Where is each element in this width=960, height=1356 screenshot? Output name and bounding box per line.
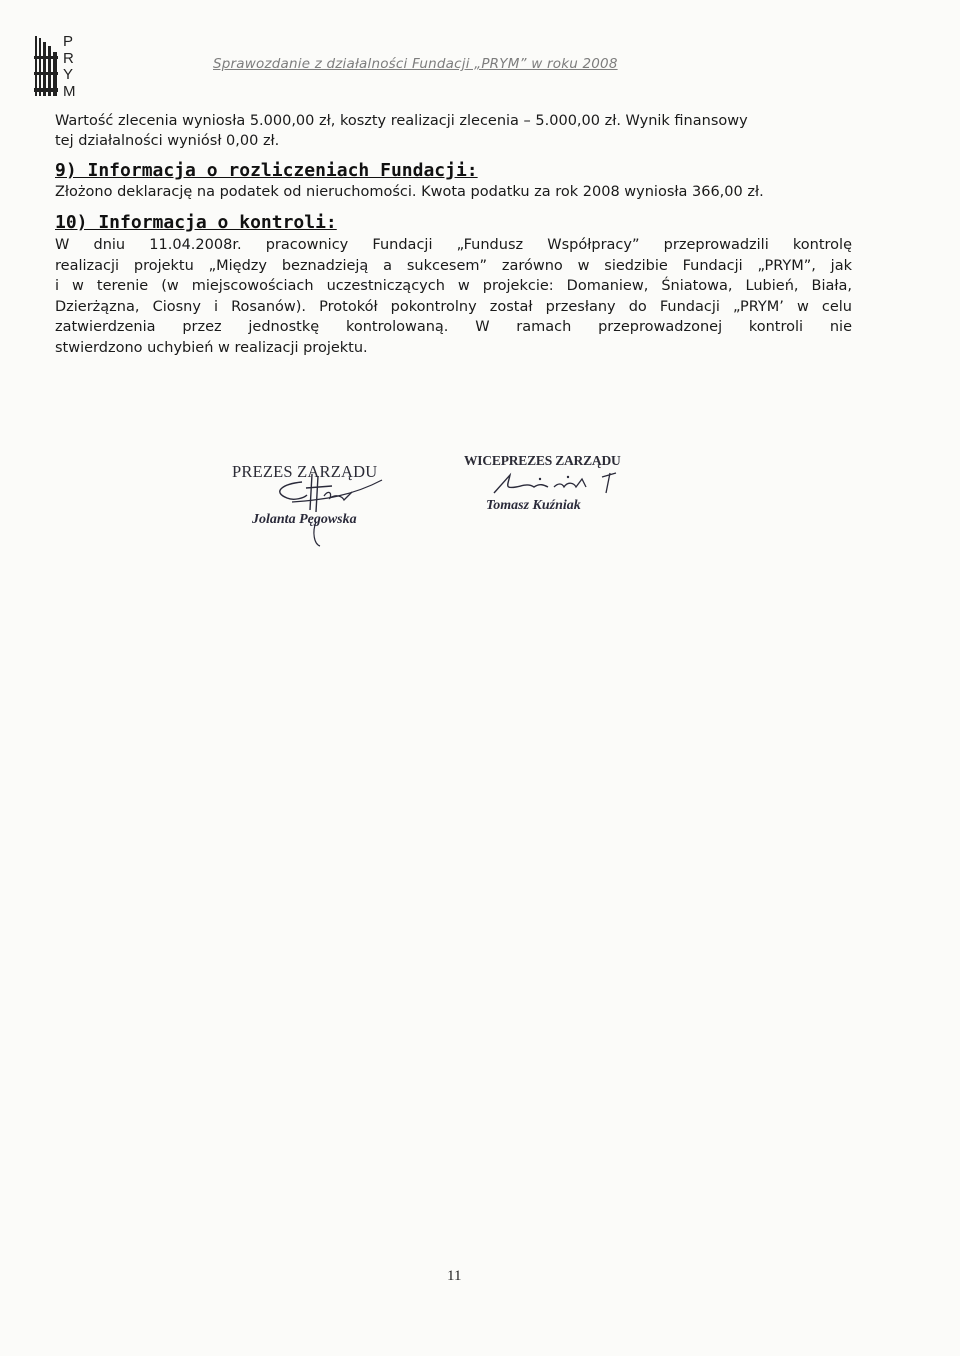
section-10-heading: 10) Informacja o kontroli: <box>55 212 337 233</box>
signature-block-president <box>232 462 412 552</box>
section-9-text: Złożono deklarację na podatek od nieruchomości. Kwota podatku za rok 2008 wyniosła 366,00 zł. <box>55 184 764 200</box>
signature-scribble-vice-president-icon <box>464 453 654 533</box>
paragraph-line: stwierdzono uchybień w realizacji projektu. <box>55 339 368 356</box>
paragraph-line: W dniu 11.04.2008r. pracownicy Fundacji „Fundusz Współpracy” przeprowadzili kontrolę <box>55 237 852 253</box>
paragraph-line: tej działalności wyniósł 0,00 zł. <box>55 133 280 149</box>
logo-letter-r: R <box>63 49 74 67</box>
signature-name-vice-president: Tomasz Kuźniak <box>486 498 581 513</box>
paragraph-line: zatwierdzenia przez jednostkę kontrolowaną. W ramach przeprowadzonej kontroli nie <box>55 319 852 335</box>
paragraph-financial-result <box>55 111 855 151</box>
signature-title-president: PREZES ZARZĄDU <box>232 462 378 481</box>
paragraph-line: i w terenie (w miejscowościach uczestniczących w projekcie: Domaniew, Śniatowa, Lubień, Biała, <box>55 278 852 294</box>
signature-scribble-president-icon <box>232 462 412 552</box>
signature-title-vice-president: WICEPREZES ZARZĄDU <box>464 453 621 468</box>
page-number: 11 <box>447 1268 462 1284</box>
paragraph-line: Dzierżązna, Ciosny i Rosanów). Protokół pokontrolny został przesłany do Fundacji „PRYM’ w celu <box>55 298 852 315</box>
logo-letter-p: P <box>63 33 74 50</box>
logo-bars-icon <box>34 36 58 98</box>
section-9-heading: 9) Informacja o rozliczeniach Fundacji: <box>55 160 478 181</box>
signature-block-vice-president <box>464 453 654 533</box>
prym-logo <box>34 34 84 102</box>
paragraph-line: Wartość zlecenia wyniosła 5.000,00 zł, koszty realizacji zlecenia – 5.000,00 zł. Wynik finansowy <box>55 113 748 129</box>
signature-name-president: Jolanta Pęgowska <box>252 512 357 527</box>
logo-letters <box>63 34 85 100</box>
report-header-title: Sprawozdanie z działalności Fundacji „PRYM” w roku 2008 <box>213 56 618 72</box>
paragraph-line: realizacji projektu „Między beznadzieją a sukcesem” zarówno w siedzibie Fundacji „PRYM”, jak <box>55 257 852 274</box>
section-10-text <box>55 235 852 358</box>
logo-letter-y: Y <box>63 66 74 83</box>
logo-letter-m: M <box>63 82 76 100</box>
